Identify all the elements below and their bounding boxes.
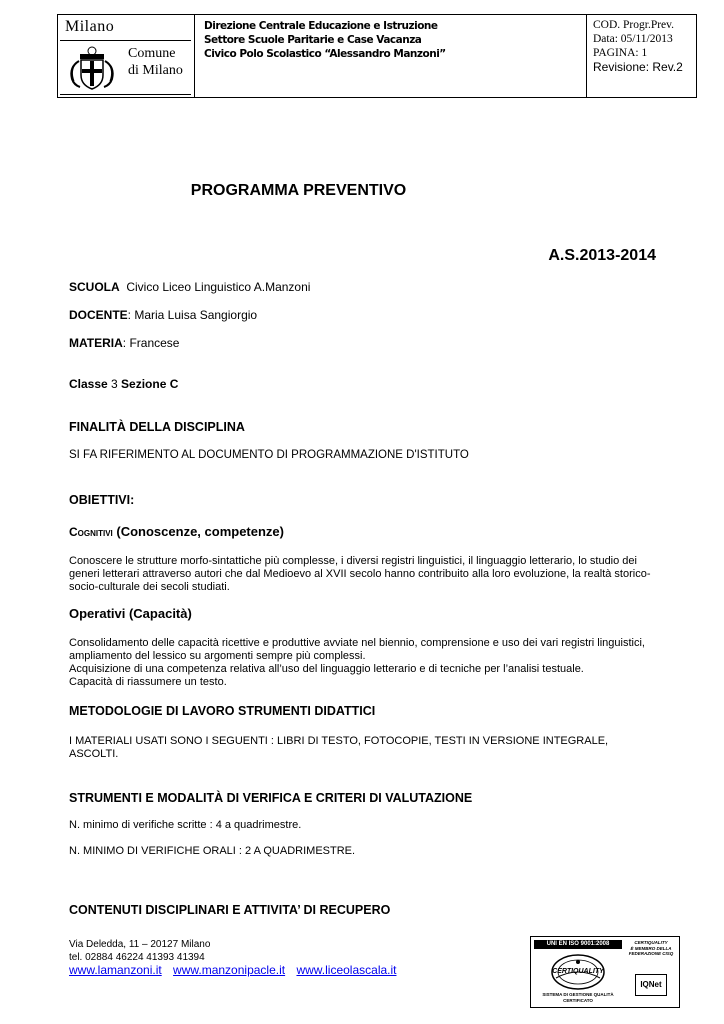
phone-line: tel. 02884 46224 41393 41394 [69,952,205,963]
cognitivi-detail: (Conoscenze, competenze) [112,524,284,539]
logo-cell [58,15,195,97]
doc-date: Data: 05/11/2013 [593,33,673,45]
page-title: PROGRAMMA PREVENTIVO [190,182,407,199]
member-line: È MEMBRO DELLA [630,945,672,951]
doc-page: PAGINA: 1 [593,47,648,59]
quality-system-label: SISTEMA DI GESTIONE QUALITÀ CERTIFICATO [542,992,614,1003]
field-scuola-label: SCUOLA [69,280,120,294]
strumenti-text-scritte: N. minimo di verifiche scritte : 4 a quadrimestre. [69,819,302,831]
paragraph-line: Capacità di riassumere un testo. [69,676,227,688]
iso-label: UNI EN ISO 9001:2008 [534,940,622,949]
paragraph-line: ASCOLTI. [69,748,119,760]
field-docente [69,308,257,322]
field-materia-value: : Francese [122,336,180,350]
field-sezione: Sezione C [121,377,179,391]
comune-label [128,45,183,79]
doc-revision: Revisione: Rev.2 [593,60,683,74]
subsection-operativi-title: Operativi (Capacità) [69,606,192,621]
doc-code: COD. Progr.Prev. [593,19,675,31]
link-liceolascala[interactable]: www.liceolascala.it [296,963,397,977]
paragraph-line: Conoscere le strutture morfo-sintattiche più complesse, i diversi registri linguistici, il linguaggio letterario, lo studio dei [69,555,637,567]
footer-address [69,938,210,964]
department-block [204,19,446,61]
field-scuola-value: Civico Liceo Linguistico A.Manzoni [119,280,311,294]
footer-links [69,963,405,977]
field-classe-label: Classe [69,377,108,391]
logo-divider [60,40,191,41]
cognitivi-paragraph [69,555,659,594]
paragraph-line: generi letterari attraverso autori che dal Medioevo al XVII secolo hanno contribuito alla loro evoluzione, la realtà storico- [69,568,651,580]
field-classe [69,377,178,391]
section-metodologie-title: METODOLOGIE DI LAVORO STRUMENTI DIDATTICI [69,704,376,718]
cognitivi-label: Cognitivi [69,525,113,539]
cisq-member-block [625,940,677,1004]
address-line: Via Deledda, 11 – 20127 Milano [69,939,211,950]
paragraph-line: socio-culturale dei secoli studiati. [69,581,230,593]
dept-line: Civico Polo Scolastico “Alessandro Manzoni” [204,48,446,60]
field-docente-value: : Maria Luisa Sangiorgio [127,308,258,322]
field-classe-value: 3 [107,377,122,391]
section-strumenti-title: STRUMENTI E MODALITÀ DI VERIFICA E CRITERI DI VALUTAZIONE [69,791,473,805]
iqnet-logo: IQNet [635,974,667,996]
document-meta-cell [586,15,697,97]
paragraph-line: I MATERIALI USATI SONO I SEGUENTI : LIBRI DI TESTO, FOTOCOPIE, TESTI IN VERSIONE INTEGRALE, [69,735,609,747]
city-name: Milano [65,18,115,35]
field-docente-label: DOCENTE [69,308,128,322]
milano-crest-icon [64,45,120,91]
section-contenuti-title: CONTENUTI DISCIPLINARI E ATTIVITA’ DI RECUPERO [69,903,391,917]
member-line: FEDERAZIONE CISQ [628,951,674,956]
comune-line-1: Comune [128,46,176,61]
section-finalita-title: FINALITÀ DELLA DISCIPLINA [69,420,245,434]
member-line: CERTIQUALITY [634,940,668,945]
field-materia-label: MATERIA [69,336,123,350]
paragraph-line: ampliamento del lessico su argomenti sempre più complessi. [69,650,366,662]
metodologie-paragraph [69,735,659,761]
logo-divider-bottom [60,94,191,95]
document-header [57,14,697,98]
school-year: A.S.2013-2014 [548,247,656,264]
certiquality-block [534,940,622,1004]
section-finalita-text: SI FA RIFERIMENTO AL DOCUMENTO DI PROGRAMMAZIONE D'ISTITUTO [69,449,469,461]
link-manzonipacle[interactable]: www.manzonipacle.it [173,963,286,977]
dept-line: Settore Scuole Paritarie e Case Vacanza [204,34,422,46]
strumenti-text-orali: N. MINIMO DI VERIFICHE ORALI : 2 A QUADRIMESTRE. [69,845,356,857]
field-materia [69,336,179,350]
paragraph-line: Consolidamento delle capacità ricettive e produttive avviate nel biennio, comprensione e uso dei vari registri linguistici, [69,637,645,649]
field-scuola [69,280,310,294]
comune-line-2: di Milano [128,63,183,78]
section-obiettivi-title: OBIETTIVI: [69,493,135,507]
document-meta [593,18,683,74]
paragraph-line: Acquisizione di una competenza relativa all’uso del linguaggio letterario e di tecniche per l’analisi testuale. [69,663,584,675]
certification-badge [530,936,680,1008]
dept-line: Direzione Centrale Educazione e Istruzione [204,20,438,32]
subsection-cognitivi-title [69,524,284,539]
operativi-paragraph [69,637,659,689]
certiquality-brand: CERTIQUALITY [552,968,604,975]
link-lamanzoni[interactable]: www.lamanzoni.it [69,963,162,977]
